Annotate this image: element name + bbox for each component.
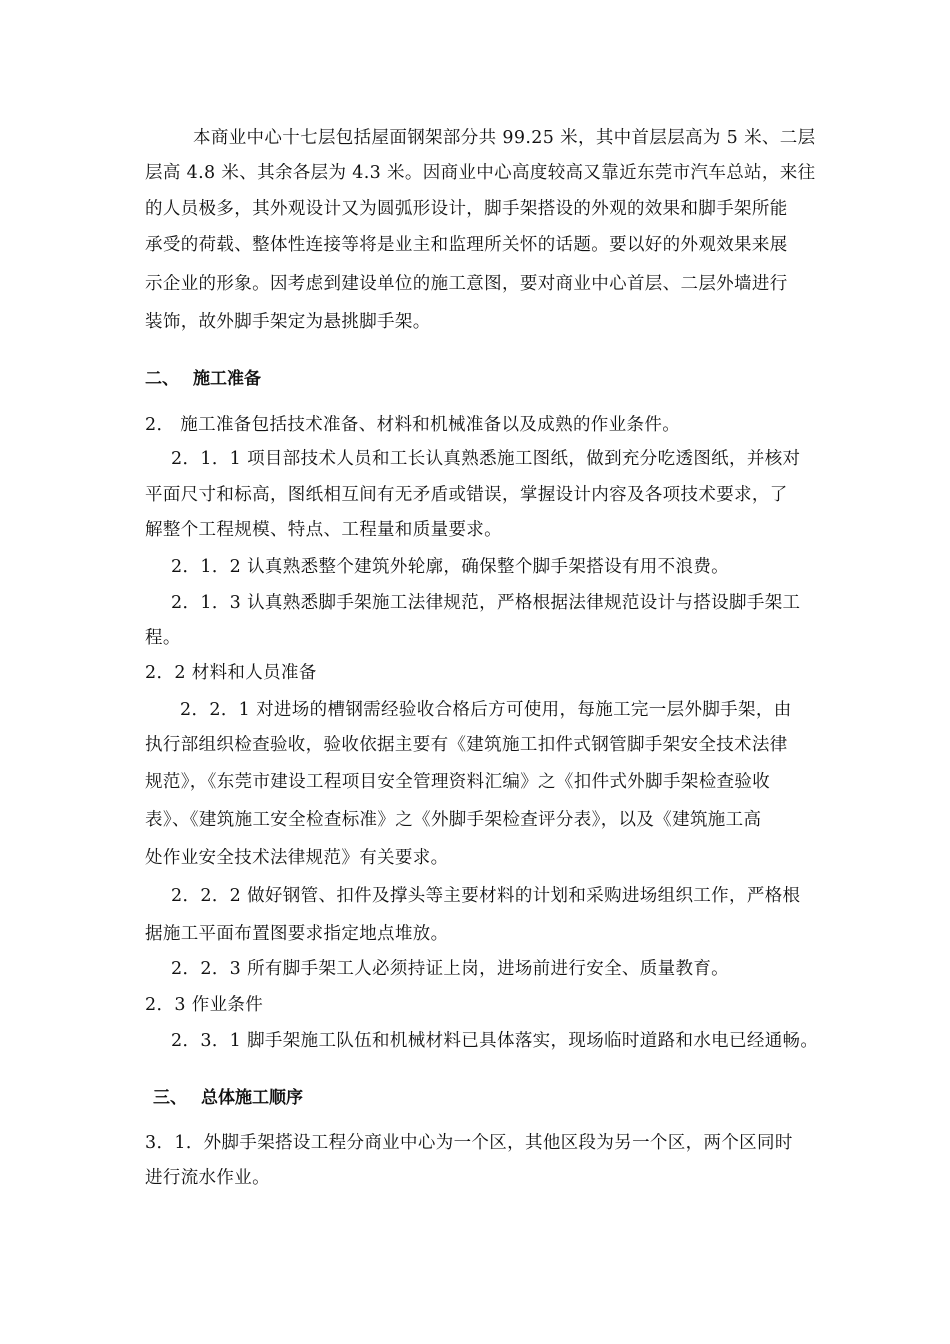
intro-line-1: 本商业中心十七层包括屋面钢架部分共 99.25 米，其中首层层高为 5 米、二层 <box>193 128 816 148</box>
s2-line-1: 2． 施工准备包括技术准备、材料和机械准备以及成熟的作业条件。 <box>145 415 681 435</box>
s2-line-14: 2．2．2 做好钢管、扣件及撑头等主要材料的计划和采购进场组织工作，严格根 <box>171 886 801 906</box>
s3-line-2: 进行流水作业。 <box>145 1168 270 1188</box>
s2-line-8: 2．2 材料和人员准备 <box>145 663 317 683</box>
intro-line-4: 承受的荷载、整体性连接等将是业主和监理所关怀的话题。要以好的外观效果来展 <box>145 235 788 255</box>
s2-line-12: 表》、《建筑施工安全检查标准》之《外脚手架检查评分表》，以及《建筑施工高 <box>145 810 762 830</box>
s2-line-15: 据施工平面布置图要求指定地点堆放。 <box>145 924 449 944</box>
s2-line-3: 平面尺寸和标高，图纸相互间有无矛盾或错误，掌握设计内容及各项技术要求，了 <box>145 485 788 505</box>
intro-line-2: 层高 4.8 米、其余各层为 4.3 米。因商业中心高度较高又靠近东莞市汽车总站，来往 <box>145 163 816 183</box>
s2-line-16: 2．2．3 所有脚手架工人必须持证上岗，进场前进行安全、质量教育。 <box>171 959 730 979</box>
s2-line-9: 2．2．1 对进场的槽钢需经验收合格后方可使用，每施工完一层外脚手架，由 <box>180 700 792 720</box>
s2-line-7: 程。 <box>145 628 181 648</box>
intro-line-6: 装饰，故外脚手架定为悬挑脚手架。 <box>145 312 431 332</box>
s2-line-17: 2．3 作业条件 <box>145 995 264 1015</box>
s2-line-2: 2．1．1 项目部技术人员和工长认真熟悉施工图纸，做到充分吃透图纸，并核对 <box>171 449 801 469</box>
s2-line-18: 2．3．1 脚手架施工队伍和机械材料已具体落实，现场临时道路和水电已经通畅。 <box>171 1031 819 1051</box>
s2-line-6: 2．1．3 认真熟悉脚手架施工法律规范，严格根据法律规范设计与搭设脚手架工 <box>171 593 801 613</box>
s2-line-10: 执行部组织检查验收，验收依据主要有《建筑施工扣件式钢管脚手架安全技术法律 <box>145 735 788 755</box>
section-2-title: 施工准备 <box>193 369 261 389</box>
section-3-number: 三、 <box>153 1088 187 1108</box>
s2-line-5: 2．1．2 认真熟悉整个建筑外轮廓，确保整个脚手架搭设有用不浪费。 <box>171 557 730 577</box>
s2-line-13: 处作业安全技术法律规范》有关要求。 <box>145 848 449 868</box>
s3-line-1: 3．1．外脚手架搭设工程分商业中心为一个区，其他区段为另一个区，两个区同时 <box>145 1133 793 1153</box>
intro-line-5: 示企业的形象。因考虑到建设单位的施工意图，要对商业中心首层、二层外墙进行 <box>145 274 788 294</box>
s2-line-4: 解整个工程规模、特点、工程量和质量要求。 <box>145 520 502 540</box>
section-3-title: 总体施工顺序 <box>201 1088 303 1108</box>
s2-line-11: 规范》，《东莞市建设工程项目安全管理资料汇编》之《扣件式外脚手架检查验收 <box>145 772 771 792</box>
intro-line-3: 的人员极多，其外观设计又为圆弧形设计，脚手架搭设的外观的效果和脚手架所能 <box>145 199 788 219</box>
section-2-number: 二、 <box>145 369 179 389</box>
